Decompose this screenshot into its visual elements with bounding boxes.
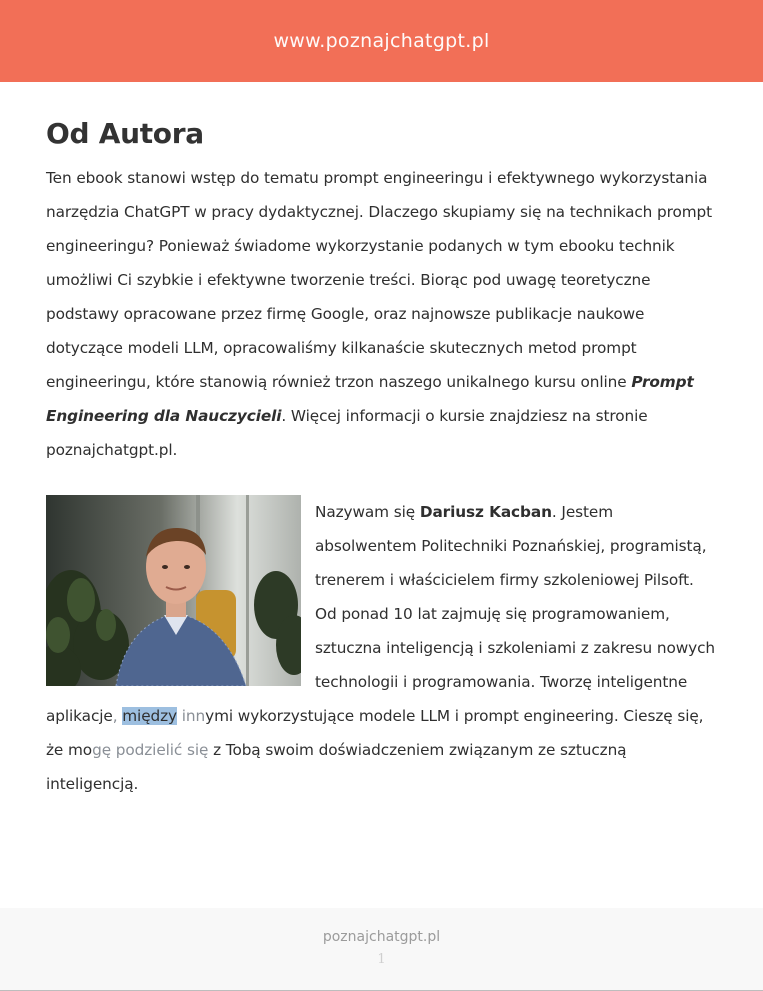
author-bio	[46, 495, 718, 801]
bio-faded-2: gę podzielić się	[92, 741, 209, 759]
bio-comma: ,	[112, 707, 123, 725]
page-header	[0, 0, 763, 82]
course-name: Prompt Engineering dla Nauczycieli	[46, 373, 694, 425]
bio-text-1: . Jestem absolwentem Politechniki Poznańskiej, programistą, trenerem i właścicielem firmy szkoleniowej Pilsoft. Od ponad 10 lat zajmuję się programowaniem, sztuczna inteligencją i szkoleniami z zakresu nowych technologii i programowania. Tworzę inteligentne aplikacje	[46, 503, 715, 725]
page-footer	[0, 908, 763, 991]
bio-text-3: z Tobą swoim doświadczeniem związanym ze sztuczną inteligencją.	[46, 741, 627, 793]
intro-text-2: . Więcej informacji o kursie znajdziesz na stronie poznajchatgpt.pl.	[46, 407, 648, 459]
intro-text-1: Ten ebook stanowi wstęp do tematu prompt engineeringu i efektywnego wykorzystania narzędzia ChatGPT w pracy dydaktycznej. Dlaczego skupiamy się na technikach prompt engineeringu? Ponieważ świadome wykorzystanie podanych w tym ebooku technik umożliwi Ci szybkie i efektywne tworzenie treści. Biorąc pod uwagę teoretyczne podstawy opracowane przez firmę Google, oraz najnowsze publikacje naukowe dotyczące modeli LLM, opracowaliśmy kilkanaście skutecznych metod prompt engineeringu, które stanowią również trzon naszego unikalnego kursu online	[46, 169, 713, 391]
bio-lead: Nazywam się	[315, 503, 420, 521]
author-name: Dariusz Kacban	[419, 503, 552, 521]
author-photo	[46, 495, 301, 686]
intro-paragraph	[46, 161, 718, 467]
page-number: 1	[377, 952, 386, 967]
section-title: Od Autora	[46, 117, 204, 150]
author-photo-illustration	[46, 495, 301, 686]
header-url[interactable]: www.poznajchatgpt.pl	[273, 30, 490, 52]
bio-text-2: ymi wykorzystujące modele LLM i prompt engineering. Cieszę się, że mo	[46, 707, 704, 759]
text-selection-highlight[interactable]: między	[122, 707, 178, 725]
footer-url[interactable]: poznajchatgpt.pl	[322, 929, 441, 945]
bio-faded-1: inn	[177, 707, 206, 725]
document-content	[46, 114, 718, 801]
